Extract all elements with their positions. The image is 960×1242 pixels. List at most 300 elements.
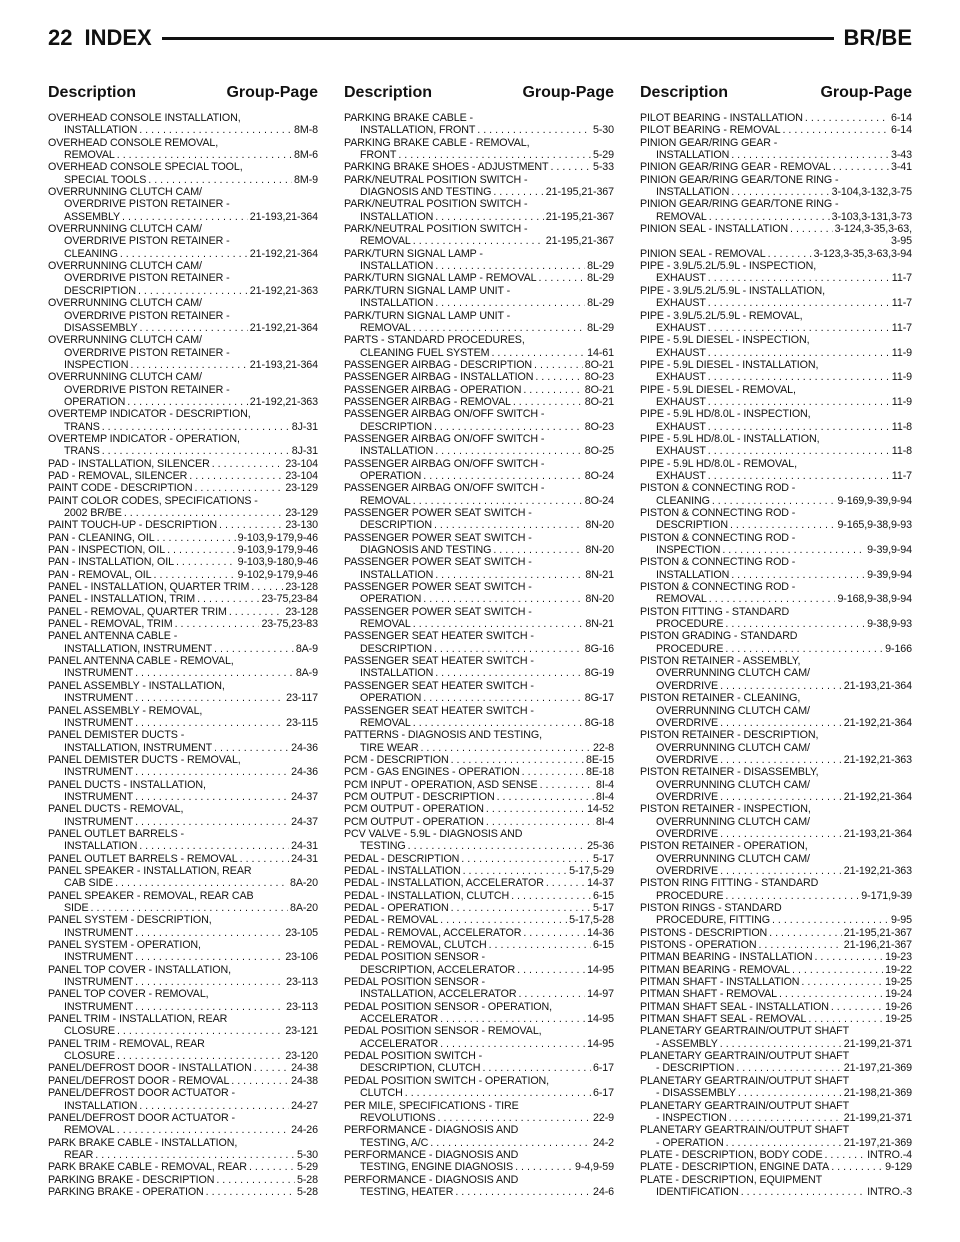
entry-page-ref: 8L-29 <box>587 321 614 334</box>
entry-line <box>344 371 614 383</box>
entry-page-ref: 8A-20 <box>289 902 318 914</box>
entry-description: OVERDRIVE <box>656 790 719 803</box>
dot-leader <box>398 149 591 161</box>
index-entry <box>48 112 318 137</box>
entry-description: INSTRUMENT <box>64 766 134 779</box>
dot-leader <box>708 396 890 408</box>
dot-leader <box>206 1186 295 1198</box>
entry-page-ref: 9-168,9-38,9-94 <box>837 593 912 606</box>
index-entry <box>344 581 614 606</box>
entry-page-ref: 24-38 <box>291 1062 318 1075</box>
index-entry <box>640 507 912 532</box>
index-entry <box>640 482 912 507</box>
entry-line <box>48 606 318 618</box>
entry-description: DISASSEMBLY <box>64 321 138 334</box>
index-entry <box>344 951 614 976</box>
dot-leader <box>435 260 585 272</box>
entry-description: OVERRUNNING CLUTCH CAM/ <box>656 852 810 865</box>
entry-line <box>48 1124 318 1136</box>
entry-page-ref: 21-192,21-363 <box>249 284 318 297</box>
dot-leader <box>779 988 883 1000</box>
index-entry <box>48 939 318 964</box>
index-entry <box>640 1050 912 1075</box>
entry-line <box>640 643 912 655</box>
index-entry <box>48 754 318 779</box>
index-column-3 <box>640 83 912 1198</box>
entry-description: PANEL SPEAKER - REMOVAL, REAR CAB <box>48 889 254 902</box>
entry-description: PAINT TOUCH-UP - DESCRIPTION <box>48 519 218 532</box>
column-header <box>344 83 614 110</box>
entry-description: PEDAL - REMOVAL <box>344 914 439 927</box>
entry-description: PASSENGER POWER SEAT SWITCH - <box>344 507 532 519</box>
entry-line <box>640 791 912 803</box>
entry-description: PILOT BEARING - INSTALLATION <box>640 112 803 124</box>
entry-page-ref: 24-2 <box>593 1136 614 1149</box>
entry-description: INSTRUMENT <box>64 667 134 680</box>
entry-page-ref: 6-15 <box>593 889 614 902</box>
entry-description: PISTON & CONNECTING ROD - <box>640 531 796 544</box>
entry-description: PCM INPUT - OPERATION, ASD SENSE <box>344 778 538 791</box>
entry-line <box>48 643 318 655</box>
dot-leader <box>216 1174 295 1186</box>
dot-leader <box>729 1112 842 1124</box>
entry-page-ref: 21-192,21-364 <box>249 247 318 260</box>
entry-description: INSTRUMENT <box>64 1000 134 1013</box>
dot-leader <box>423 692 583 704</box>
dot-leader <box>154 569 236 581</box>
column-header <box>640 83 912 110</box>
entry-page-ref: 23-121 <box>285 1025 318 1038</box>
index-entry <box>344 630 614 655</box>
entry-description: PASSENGER AIRBAG ON/OFF SWITCH - <box>344 432 545 445</box>
dot-leader <box>405 1087 591 1099</box>
entry-description: INSTALLATION <box>656 568 730 581</box>
entry-line <box>344 1013 614 1025</box>
entry-line <box>640 865 912 877</box>
entry-page-ref: 6-14 <box>891 124 912 137</box>
entry-line <box>344 272 614 284</box>
entry-page-ref: 8E-15 <box>585 753 614 766</box>
entry-page-ref: 3-103,3-131,3-73 <box>831 210 912 223</box>
dot-leader <box>229 606 283 618</box>
entry-description: INSTALLATION <box>64 840 138 853</box>
entry-line <box>344 1062 614 1074</box>
dot-leader <box>135 1001 284 1013</box>
entry-description: PCM OUTPUT - OPERATION <box>344 803 484 816</box>
entry-page-ref: 14-95 <box>587 963 614 976</box>
dot-leader <box>741 1186 865 1198</box>
entry-description: PATTERNS - DIAGNOSIS AND TESTING, <box>344 729 543 742</box>
entry-description: PAINT COLOR CODES, SPECIFICATIONS - <box>48 494 258 507</box>
index-entry <box>48 519 318 531</box>
entry-description: PANEL OUTLET BARRELS - <box>48 827 184 840</box>
entry-page-ref: 23-75,23-83 <box>261 618 318 631</box>
entry-line <box>344 877 614 889</box>
dot-leader <box>709 211 830 223</box>
index-entry <box>48 705 318 730</box>
dot-leader <box>709 593 836 605</box>
entry-line <box>640 569 912 581</box>
dot-leader <box>758 939 841 951</box>
entry-line <box>48 976 318 988</box>
entry-page-ref: 11-7 <box>891 321 912 334</box>
entry-page-ref: 23-104 <box>285 457 318 470</box>
index-entry <box>344 1075 614 1100</box>
dot-leader <box>176 556 236 568</box>
entry-line <box>344 124 614 136</box>
dot-leader <box>434 643 583 655</box>
entry-description: 2002 BR/BE <box>64 507 122 519</box>
entry-description: INSTALLATION, INSTRUMENT <box>64 741 213 754</box>
entry-description: PEDAL POSITION SWITCH - OPERATION, <box>344 1074 550 1087</box>
index-entry <box>640 1075 912 1100</box>
entry-line <box>48 951 318 963</box>
entry-line <box>640 680 912 692</box>
entry-line <box>344 939 614 951</box>
index-entry <box>344 1001 614 1026</box>
index-entry <box>48 655 318 680</box>
entry-line <box>640 396 912 408</box>
entry-description: OVERDRIVE <box>656 679 719 692</box>
index-entry <box>344 556 614 581</box>
dot-leader <box>434 421 583 433</box>
entry-description: REAR <box>64 1148 94 1161</box>
entry-description: PCM OUTPUT - DESCRIPTION <box>344 790 495 803</box>
entry-page-ref: 9-165,9-38,9-93 <box>837 519 912 532</box>
entry-page-ref: 8A-20 <box>289 877 318 890</box>
entry-line <box>640 544 912 556</box>
entry-description: PARK/NEUTRAL POSITION SWITCH - <box>344 198 528 211</box>
entry-page-ref: 9-103,9-179,9-46 <box>237 544 318 557</box>
entry-line <box>344 359 614 371</box>
page-header <box>48 18 912 58</box>
entry-line <box>640 1001 912 1013</box>
index-entry <box>640 285 912 310</box>
entry-description: DESCRIPTION <box>64 284 136 297</box>
entry-description: EXHAUST <box>656 272 706 285</box>
entry-description: PEDAL - INSTALLATION, ACCELERATOR <box>344 877 544 890</box>
dot-leader <box>720 865 842 877</box>
entry-page-ref: 8G-18 <box>584 716 614 729</box>
entry-description: OVERDRIVE PISTON RETAINER - <box>64 272 230 285</box>
entry-description: OVERRUNNING CLUTCH CAM/ <box>48 334 202 347</box>
entry-description: PINION GEAR/RING GEAR - <box>640 136 778 149</box>
dot-leader <box>214 742 289 754</box>
entry-line <box>640 1087 912 1099</box>
entry-page-ref: 21-193,21-364 <box>249 358 318 371</box>
entry-line <box>344 964 614 976</box>
entry-description: - DISASSEMBLY <box>656 1087 736 1100</box>
entry-description: REMOVAL <box>360 618 411 631</box>
entry-page-ref: 24-37 <box>291 790 318 803</box>
entry-page-ref: 23-113 <box>286 1000 318 1013</box>
entry-list <box>640 112 912 1198</box>
index-entry <box>48 260 318 297</box>
dot-leader <box>249 1161 295 1173</box>
entry-line <box>48 581 318 593</box>
entry-description: PEDAL - REMOVAL, ACCELERATOR <box>344 926 522 939</box>
entry-description: INSTRUMENT <box>64 815 134 828</box>
dot-leader <box>197 593 259 605</box>
entry-description: - DESCRIPTION <box>656 1062 735 1075</box>
entry-description: REMOVAL <box>360 235 411 248</box>
entry-description: PLATE - DESCRIPTION, EQUIPMENT <box>640 1173 823 1186</box>
entry-page-ref: 19-25 <box>885 976 912 989</box>
entry-description: DESCRIPTION <box>360 642 432 655</box>
entry-description: PCM - GAS ENGINES - OPERATION <box>344 766 520 779</box>
entry-description: PANEL TOP COVER - REMOVAL, <box>48 988 209 1001</box>
entry-description: CLEANING <box>64 247 118 260</box>
entry-page-ref: 8M-6 <box>294 149 318 162</box>
entry-page-ref: 23-117 <box>286 692 318 705</box>
index-entry <box>48 729 318 754</box>
entry-description: PANEL DEMISTER DUCTS - <box>48 729 185 742</box>
dot-leader <box>513 396 583 408</box>
index-entry <box>344 890 614 902</box>
entry-description: OVERRUNNING CLUTCH CAM/ <box>48 371 202 384</box>
entry-description: PAD - INSTALLATION, SILENCER <box>48 457 210 470</box>
entry-line <box>48 285 318 297</box>
index-entry <box>344 828 614 853</box>
index-entry <box>640 1174 912 1199</box>
entry-page-ref: 9-129 <box>885 1161 912 1174</box>
entry-description: PISTON & CONNECTING ROD - <box>640 581 796 594</box>
entry-description: PASSENGER SEAT HEATER SWITCH - <box>344 679 534 692</box>
index-entry <box>344 729 614 754</box>
dot-leader <box>486 816 594 828</box>
entry-description: INSTRUMENT <box>64 790 134 803</box>
entry-page-ref: 24-37 <box>291 815 318 828</box>
entry-page-ref: 9-38,9-93 <box>867 618 912 631</box>
index-entry <box>48 223 318 260</box>
dot-leader <box>440 1013 585 1025</box>
entry-line <box>48 1149 318 1161</box>
index-entry <box>48 828 318 853</box>
entry-description: REVOLUTIONS <box>360 1111 436 1124</box>
index-entry <box>640 137 912 162</box>
dot-leader <box>731 186 829 198</box>
entry-description: PEDAL POSITION SENSOR - REMOVAL, <box>344 1025 542 1038</box>
entry-description: TESTING, ENGINE DIAGNOSIS <box>360 1161 514 1174</box>
dot-leader <box>438 1112 591 1124</box>
entry-description: PARTS - STANDARD PROCEDURES, <box>344 334 525 347</box>
entry-description: - OPERATION <box>656 1136 724 1149</box>
entry-page-ref: 5-17 <box>593 902 614 914</box>
entry-line <box>48 1186 318 1198</box>
entry-line <box>344 988 614 1000</box>
entry-description: PASSENGER AIRBAG ON/OFF SWITCH - <box>344 408 545 421</box>
entry-description: PITMAN SHAFT SEAL - INSTALLATION <box>640 1000 829 1013</box>
entry-line <box>640 939 912 951</box>
entry-line <box>344 853 614 865</box>
index-entry <box>48 458 318 470</box>
entry-page-ref: 8O-23 <box>584 420 614 433</box>
entry-description: PISTON RETAINER - ASSEMBLY, <box>640 655 801 668</box>
entry-line <box>48 667 318 679</box>
entry-line <box>344 754 614 766</box>
index-entry <box>640 877 912 902</box>
entry-description: PROCEDURE, FITTING <box>656 914 770 927</box>
index-entry <box>344 396 614 408</box>
index-entry <box>640 458 912 483</box>
entry-description: INSPECTION <box>656 544 721 557</box>
dot-leader <box>769 927 842 939</box>
dot-leader <box>212 458 284 470</box>
entry-line <box>344 396 614 408</box>
entry-description: PISTON RINGS - STANDARD <box>640 902 782 914</box>
entry-description: INSTALLATION <box>656 186 730 199</box>
index-entry <box>344 223 614 248</box>
dot-leader <box>139 124 292 136</box>
entry-page-ref: 21-192,21-363 <box>843 753 912 766</box>
dot-leader <box>117 149 292 161</box>
entry-description: PISTON & CONNECTING ROD - <box>640 556 796 569</box>
index-entry <box>344 927 614 939</box>
dot-leader <box>451 754 584 766</box>
dot-leader <box>550 161 591 173</box>
entry-page-ref: 5-28 <box>297 1185 318 1198</box>
entry-description: REMOVAL <box>656 210 707 223</box>
entry-description: ACCELERATOR <box>360 1013 439 1026</box>
entry-description: PISTON & CONNECTING ROD - <box>640 482 796 495</box>
entry-page-ref: 8J-31 <box>291 445 318 458</box>
entry-description: PARK/TURN SIGNAL LAMP - REMOVAL <box>344 272 537 285</box>
dot-leader <box>814 951 883 963</box>
entry-description: INSTALLATION <box>360 568 434 581</box>
dot-leader <box>805 112 889 124</box>
entry-description: INSTRUMENT <box>64 692 134 705</box>
entry-line <box>344 1137 614 1149</box>
index-entry <box>640 766 912 803</box>
entry-line <box>640 124 912 136</box>
dot-leader <box>435 667 583 679</box>
index-entry <box>48 334 318 371</box>
entry-description: PASSENGER AIRBAG - OPERATION <box>344 383 522 396</box>
entry-line <box>344 421 614 433</box>
entry-description: PASSENGER SEAT HEATER SWITCH - <box>344 630 534 643</box>
dot-leader <box>214 643 294 655</box>
entry-line <box>344 384 614 396</box>
entry-page-ref: 21-192,21-364 <box>249 321 318 334</box>
entry-description: EXHAUST <box>656 469 706 482</box>
entry-description: OVERDRIVE PISTON RETAINER - <box>64 235 230 248</box>
entry-line <box>640 112 912 124</box>
entry-description: PIPE - 3.9L/5.2L/5.9L - INSPECTION, <box>640 260 817 273</box>
entry-description: PAN - INSPECTION, OIL <box>48 544 166 557</box>
index-entry <box>640 124 912 136</box>
index-entry <box>344 384 614 396</box>
entry-description: PISTON & CONNECTING ROD - <box>640 507 796 519</box>
entry-page-ref: 11-7 <box>891 469 912 482</box>
index-entry <box>640 532 912 557</box>
entry-description: PLANETARY GEARTRAIN/OUTPUT SHAFT <box>640 1050 850 1063</box>
entry-description: PITMAN BEARING - REMOVAL <box>640 963 791 976</box>
entry-description: PITMAN BEARING - INSTALLATION <box>640 951 813 964</box>
dot-leader <box>135 717 284 729</box>
entry-page-ref: 5-28 <box>297 1173 318 1186</box>
entry-description: PASSENGER POWER SEAT SWITCH - <box>344 605 532 618</box>
entry-description: EXHAUST <box>656 420 706 433</box>
entry-line <box>640 1137 912 1149</box>
dot-leader <box>731 569 865 581</box>
entry-page-ref: 24-36 <box>291 741 318 754</box>
entry-description: PARK BRAKE CABLE - INSTALLATION, <box>48 1136 238 1149</box>
entry-page-ref: 11-9 <box>891 346 912 359</box>
entry-page-ref: 24-36 <box>291 766 318 779</box>
entry-page-ref: 8L-29 <box>587 260 614 273</box>
index-entry <box>344 285 614 310</box>
index-entry <box>344 877 614 889</box>
index-entry <box>48 593 318 605</box>
entry-description: PARKING BRAKE SHOES - ADJUSTMENT <box>344 161 549 174</box>
entry-description: PCM - DESCRIPTION <box>344 753 449 766</box>
entry-description: OVERTEMP INDICATOR - OPERATION, <box>48 432 240 445</box>
entry-page-ref: 8N-20 <box>585 593 614 606</box>
entry-line <box>48 1050 318 1062</box>
index-entry <box>640 334 912 359</box>
index-column-1 <box>48 83 344 1198</box>
entry-description: INSTALLATION <box>360 667 434 680</box>
entry-page-ref: 21-192,21-363 <box>843 864 912 877</box>
entry-line <box>344 1038 614 1050</box>
entry-line <box>48 742 318 754</box>
entry-description: PINION SEAL - INSTALLATION <box>640 223 789 236</box>
entry-description: INSTALLATION <box>360 210 434 223</box>
dot-leader <box>423 470 583 482</box>
index-entry <box>640 803 912 840</box>
index-entry <box>48 606 318 618</box>
entry-line <box>344 791 614 803</box>
dot-leader <box>736 1062 841 1074</box>
entry-line <box>48 124 318 136</box>
entry-line <box>344 260 614 272</box>
dot-leader <box>423 593 583 605</box>
entry-description: PASSENGER AIRBAG - DESCRIPTION <box>344 358 533 371</box>
entry-line <box>640 828 912 840</box>
entry-page-ref: 14-52 <box>587 803 614 816</box>
entry-line <box>48 556 318 568</box>
entry-description: PERFORMANCE - DIAGNOSIS AND <box>344 1173 519 1186</box>
entry-description: DIAGNOSIS AND TESTING <box>360 544 492 557</box>
index-entry <box>344 310 614 335</box>
entry-description: PROCEDURE <box>656 889 724 902</box>
entry-page-ref: 9-103,9-180,9-46 <box>237 556 318 569</box>
index-entry <box>48 1174 318 1186</box>
entry-description: PEDAL - INSTALLATION, CLUTCH <box>344 889 510 902</box>
entry-page-ref: 8I-4 <box>595 790 614 803</box>
entry-line <box>48 322 318 334</box>
index-entry <box>344 532 614 557</box>
group-page-heading: Group-Page <box>820 84 912 101</box>
entry-page-ref: 14-97 <box>587 988 614 1001</box>
dot-leader <box>117 1050 283 1062</box>
entry-line <box>640 1013 912 1025</box>
entry-line <box>344 495 614 507</box>
entry-page-ref: 9-102,9-179,9-46 <box>237 568 318 581</box>
entry-line <box>48 544 318 556</box>
dot-leader <box>708 371 890 383</box>
entry-line <box>344 766 614 778</box>
dot-leader <box>140 322 248 334</box>
index-entry <box>640 964 912 976</box>
entry-page-ref: 21-196,21-367 <box>843 939 912 952</box>
entry-description: PLATE - DESCRIPTION, ENGINE DATA <box>640 1161 830 1174</box>
entry-description: PIPE - 5.9L HD/8.0L - REMOVAL, <box>640 457 797 470</box>
entry-description: PLANETARY GEARTRAIN/OUTPUT SHAFT <box>640 1074 850 1087</box>
description-heading: Description <box>344 84 433 101</box>
entry-description: OVERHEAD CONSOLE SPECIAL TOOL, <box>48 161 243 174</box>
entry-page-ref: 21-192,21-364 <box>843 790 912 803</box>
